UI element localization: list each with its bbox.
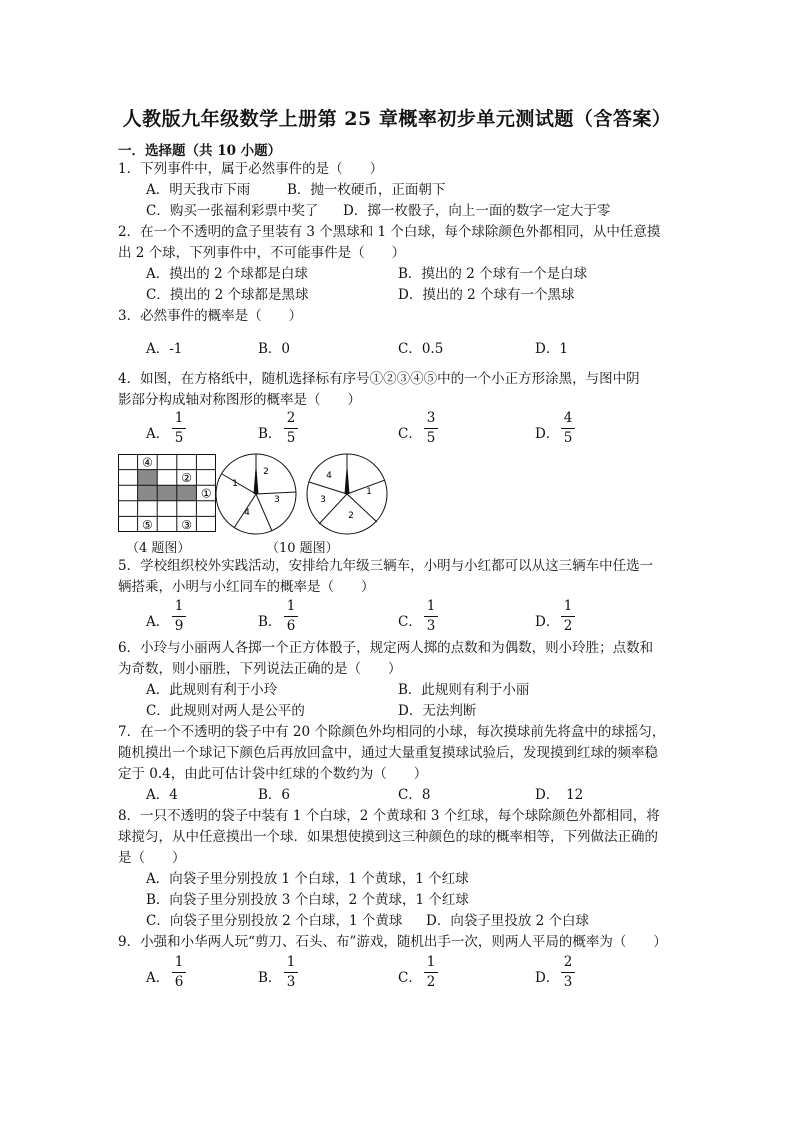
q5-stem-line2: 辆搭乘，小明与小红同车的概率是（ ） <box>118 579 375 595</box>
sector-label: 2 <box>263 467 269 477</box>
section-heading: 一．选择题（共 10 小题） <box>118 143 282 159</box>
fraction <box>172 954 186 991</box>
fraction <box>284 954 298 991</box>
option-label: D． <box>535 426 560 442</box>
q3-option-d: D．1 <box>535 341 568 357</box>
option-label: D． <box>535 614 560 630</box>
q4-stem-line1: 4．如图，在方格纸中，随机选择标有序号①②③④⑤中的一个小正方形涂黑，与图中阴 <box>118 371 640 387</box>
q6-option-a: A．此规则有利于小玲 <box>146 682 278 698</box>
sector-label: 3 <box>274 495 280 505</box>
q2-stem-line1: 2．在一个不透明的盒子里装有 3 个黑球和 1 个白球，每个球除颜色外都相同，从中任意摸 <box>118 224 661 240</box>
denominator: 5 <box>174 430 184 446</box>
fraction <box>424 954 438 991</box>
denominator: 5 <box>286 430 296 446</box>
q7-option-d: D． 12 <box>535 787 584 803</box>
numerator: 1 <box>286 954 296 970</box>
q8-stem-line2: 球搅匀，从中任意摸出一个球．如果想使摸到这三种颜色的球的概率相等，下列做法正确的 <box>118 829 658 845</box>
q3-stem: 3．必然事件的概率是（ ） <box>118 308 303 324</box>
q4-stem-line2: 影部分构成轴对称图形的概率是（ ） <box>118 392 361 408</box>
option-label: C． <box>398 970 422 986</box>
q8-option-c: C．向袋子里分别投放 2 个白球，1 个黄球 <box>146 913 403 929</box>
numerator: 1 <box>286 598 296 614</box>
option-label: C． <box>398 614 422 630</box>
q3-option-b: B．0 <box>258 341 291 357</box>
fraction <box>172 598 186 635</box>
numerator: 2 <box>286 410 296 426</box>
grid-mark-1: ① <box>200 486 212 501</box>
q9-stem: 9．小强和小华两人玩“剪刀、石头、布”游戏，随机出手一次，则两人平局的概率为（ ） <box>118 934 667 950</box>
sector-label: 1 <box>232 479 238 489</box>
fraction <box>284 410 298 447</box>
denominator: 9 <box>174 618 184 634</box>
q1-stem: 1．下列事件中，属于必然事件的是（ ） <box>118 161 384 177</box>
option-label: C． <box>398 426 422 442</box>
q8-option-a: A．向袋子里分别投放 1 个白球，1 个黄球，1 个红球 <box>146 871 469 887</box>
numerator: 1 <box>563 598 573 614</box>
q1-option-c: C．购买一张福利彩票中奖了 <box>146 203 319 219</box>
fraction <box>561 598 575 635</box>
option-label: A． <box>146 614 170 630</box>
numerator: 3 <box>426 410 436 426</box>
denominator: 5 <box>426 430 436 446</box>
denominator: 3 <box>426 618 436 634</box>
numerator: 4 <box>563 410 573 426</box>
q8-option-b: B．向袋子里分别投放 3 个白球，2 个黄球，1 个红球 <box>146 892 469 908</box>
q6-option-b: B．此规则有利于小丽 <box>398 682 530 698</box>
numerator: 1 <box>174 410 184 426</box>
q7-stem-line3: 定于 0.4，由此可估计袋中红球的个数约为（ ） <box>118 766 428 782</box>
q1-option-a: A．明天我市下雨 <box>146 182 251 198</box>
option-label: A． <box>146 970 170 986</box>
spinner-pointer <box>345 462 350 494</box>
numerator: 2 <box>563 954 573 970</box>
q6-stem-line2: 为奇数，则小丽胜，下列说法正确的是（ ） <box>118 661 402 677</box>
q6-option-c: C．此规则对两人是公平的 <box>146 703 305 719</box>
q2-option-b: B．摸出的 2 个球有一个是白球 <box>398 266 588 282</box>
option-label: B． <box>258 970 282 986</box>
grid-mark-2: ② <box>181 471 192 485</box>
sector-label: 3 <box>320 495 326 505</box>
q8-stem-line3: 是（ ） <box>118 850 186 866</box>
fraction <box>561 410 575 447</box>
denominator: 5 <box>563 430 573 446</box>
q7-option-c: C．8 <box>398 787 431 803</box>
denominator: 6 <box>286 618 296 634</box>
q2-option-c: C．摸出的 2 个球都是黑球 <box>146 287 309 303</box>
option-label: D． <box>535 970 560 986</box>
q8-option-d: D．向袋子里投放 2 个白球 <box>426 913 589 929</box>
q6-option-d: D．无法判断 <box>398 703 477 719</box>
option-label: B． <box>258 614 282 630</box>
q1-option-b: B．抛一枚硬币，正面朝下 <box>287 182 446 198</box>
q2-option-a: A．摸出的 2 个球都是白球 <box>146 266 308 282</box>
sector-label: 4 <box>244 508 250 518</box>
grid-mark-4: ④ <box>142 455 153 470</box>
q6-stem-line1: 6．小玲与小丽两人各掷一个正方体骰子，规定两人掷的点数和为偶数，则小玲胜；点数和 <box>118 640 654 656</box>
q5-stem-line1: 5．学校组织校外实践活动，安排给九年级三辆车，小明与小红都可以从这三辆车中任选一 <box>118 558 654 574</box>
sector-label: 1 <box>366 487 372 497</box>
fraction <box>284 598 298 635</box>
numerator: 1 <box>426 598 436 614</box>
q7-option-a: A．4 <box>146 787 178 803</box>
q2-option-d: D．摸出的 2 个球有一个黑球 <box>398 287 575 303</box>
numerator: 1 <box>174 598 184 614</box>
q7-stem-line2: 随机摸出一个球记下颜色后再放回盒中，通过大量重复摸球试验后，发现摸到红球的频率稳 <box>118 745 658 761</box>
grid-mark-5: ⑤ <box>142 517 153 532</box>
q1-option-d: D．掷一枚骰子，向上一面的数字一定大于零 <box>343 203 611 219</box>
figure-caption-4: （4 题图） <box>126 541 191 556</box>
shaded-cell <box>177 485 197 501</box>
option-label: A． <box>146 426 170 442</box>
option-label: B． <box>258 426 282 442</box>
q7-option-b: B．6 <box>258 787 291 803</box>
spinner-pointer <box>254 462 259 494</box>
q2-stem-line2: 出 2 个球，下列事件中，不可能事件是（ ） <box>118 245 406 261</box>
q7-stem-line1: 7．在一个不透明的袋子中有 20 个除颜色外均相同的小球，每次摸球前先将盒中的球摇匀， <box>118 724 666 740</box>
shaded-cell <box>138 485 158 501</box>
shaded-cell <box>138 470 158 486</box>
denominator: 3 <box>563 974 573 990</box>
fraction <box>172 410 186 447</box>
numerator: 1 <box>174 954 184 970</box>
denominator: 2 <box>563 618 573 634</box>
page-title: 人教版九年级数学上册第 25 章概率初步单元测试题（含答案） <box>122 108 672 130</box>
fraction <box>561 954 575 991</box>
denominator: 2 <box>426 974 436 990</box>
q8-stem-line1: 8．一只不透明的袋子中装有 1 个白球，2 个黄球和 3 个红球，每个球除颜色外都相同，将 <box>118 808 660 824</box>
grid-figure <box>118 454 216 532</box>
q3-option-a: A．-1 <box>146 341 183 357</box>
figure-caption-10: （10 题图） <box>266 541 339 556</box>
numerator: 1 <box>426 954 436 970</box>
sector-label: 2 <box>348 511 354 521</box>
fraction <box>424 598 438 635</box>
shaded-cell <box>157 485 177 501</box>
q3-option-c: C．0.5 <box>398 341 444 357</box>
denominator: 3 <box>286 974 296 990</box>
sector-label: 4 <box>326 471 332 481</box>
spinner-left <box>214 452 298 536</box>
denominator: 6 <box>174 974 184 990</box>
fraction <box>424 410 438 447</box>
grid-mark-3: ③ <box>181 517 192 532</box>
spinner-right <box>305 452 389 536</box>
